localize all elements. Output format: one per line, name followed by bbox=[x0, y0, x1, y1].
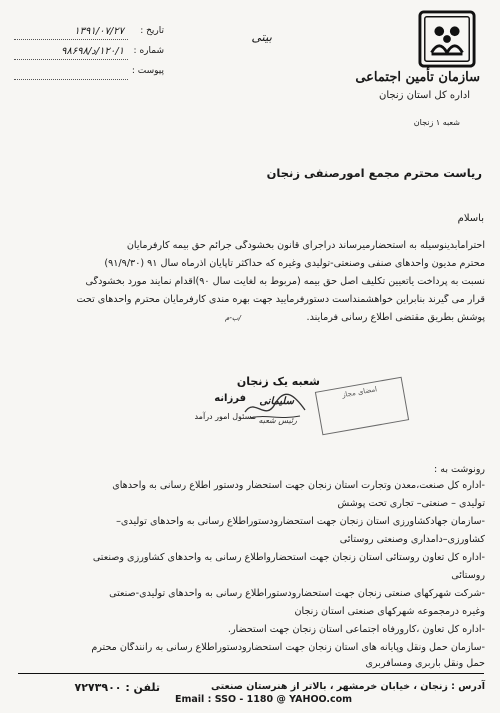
date-value: ۱۳۹۱/۰۷/۲۷ bbox=[74, 26, 124, 37]
cc-line: تولیدی – صنعتی– تجاری تحت پوشش bbox=[337, 498, 485, 509]
signature-hand-role: رئیس شعبه bbox=[258, 416, 297, 425]
body-line: احتراماًبدینوسیله به استحضارمیرساند دراجرای قانون بخشودگی جرائم حق بیمه کارفرمایان bbox=[126, 240, 485, 251]
cc-line: روستائی bbox=[451, 570, 485, 581]
cc-line: -سازمان حمل ونقل وپایانه های استان زنجان جهت استحضارودستوراطلاع رسانی به رانندگان محترم bbox=[91, 642, 485, 653]
cc-line: -سازمان جهادکشاورزی استان زنجان جهت استحضارودستوراطلاع رسانی به واحدهای تولیدی– bbox=[116, 516, 485, 527]
footer-phone: تلفن : ۷۲۷۳۹۰۰ bbox=[74, 681, 160, 694]
greeting: باسلام bbox=[457, 213, 484, 224]
body-line: نسبت به پرداخت یاتعیین تکلیف اصل حق بیمه (مربوط به لغایت سال ۹۰)اقدام نمایند مورد بخشودگی bbox=[85, 276, 485, 287]
cc-line: -اداره کل تعاون روستائی استان زنجان جهت استحضارواطلاع رسانی به واحدهای کشاورزی وصنعتی bbox=[92, 552, 485, 563]
org-dept: اداره کل استان زنجان bbox=[379, 90, 470, 101]
stamp-text: امضای مجاز bbox=[341, 385, 378, 400]
social-security-logo-icon bbox=[418, 10, 476, 68]
attachment-label: پیوست : bbox=[131, 66, 164, 76]
cc-line: -اداره کل تعاون ،کارورفاه اجتماعی استان زنجان جهت استحضار. bbox=[227, 624, 485, 635]
number-value: ۱۲۰/۱/د/۹۸۶۹۸ bbox=[61, 46, 124, 57]
signature-name: فرزانه bbox=[214, 393, 246, 404]
footer-email: Email : SSO - 1180 @ YAHOO.com bbox=[175, 694, 353, 705]
official-stamp bbox=[315, 377, 409, 436]
footer-divider bbox=[18, 673, 484, 674]
cc-line: حمل ونقل باربری ومسافربری bbox=[365, 658, 485, 669]
recipient: ریاست محترم مجمع امورصنفی زنجان bbox=[266, 166, 482, 180]
date-label: تاریخ : bbox=[140, 26, 164, 36]
body-line: پوشش بطریق مقتضی اطلاع رسانی فرمایند. bbox=[306, 312, 485, 323]
signature-title: مسئول امور درآمد bbox=[194, 412, 256, 421]
attachment-row bbox=[14, 66, 164, 80]
signature-scribble-icon bbox=[240, 392, 310, 426]
org-name: سازمان تأمین اجتماعی bbox=[355, 70, 480, 85]
handwritten-note: بیتی bbox=[251, 30, 272, 44]
signature-branch: شعبه یک زنجان bbox=[236, 375, 320, 388]
cc-line: -اداره کل صنعت،معدن وتجارت استان زنجان جهت استحضار ودستور اطلاع رسانی به واحدهای bbox=[112, 480, 485, 491]
cc-line: وغیره درمجموعه شهرکهای صنعتی استان زنجان bbox=[294, 606, 485, 617]
signature-hand-name: سلیمانی bbox=[259, 396, 294, 407]
initials: ب-م/ bbox=[225, 314, 241, 322]
cc-line: کشاورزی–دامداری وصنعتی روستائی bbox=[339, 534, 485, 545]
date-row bbox=[14, 26, 164, 40]
body-line: قرار می گیرند بنابراین خواهشمنداست دستورفرمایید جهت بهره مندی کارفرمایان محترم واحدهای تحت bbox=[76, 294, 485, 305]
cc-title: رونوشت به : bbox=[434, 464, 485, 475]
body-line: محترم مدیون واحدهای صنفی وصنعتی-تولیدی وغیره که حداکثر تاپایان آذرماه سال ۹۱ (۹۱/۹/۳۰) bbox=[104, 258, 485, 269]
number-label: شماره : bbox=[133, 46, 164, 56]
cc-line: -شرکت شهرکهای صنعتی زنجان جهت استحضارودستوراطلاع رسانی به واحدهای تولیدی-صنعتی bbox=[109, 588, 485, 599]
number-row bbox=[14, 46, 164, 60]
org-branch: شعبه ۱ زنجان bbox=[413, 118, 460, 127]
footer-address: آدرس : زنجان ، خیابان خرمشهر ، بالاتر از هنرستان صنعتی bbox=[211, 681, 485, 692]
